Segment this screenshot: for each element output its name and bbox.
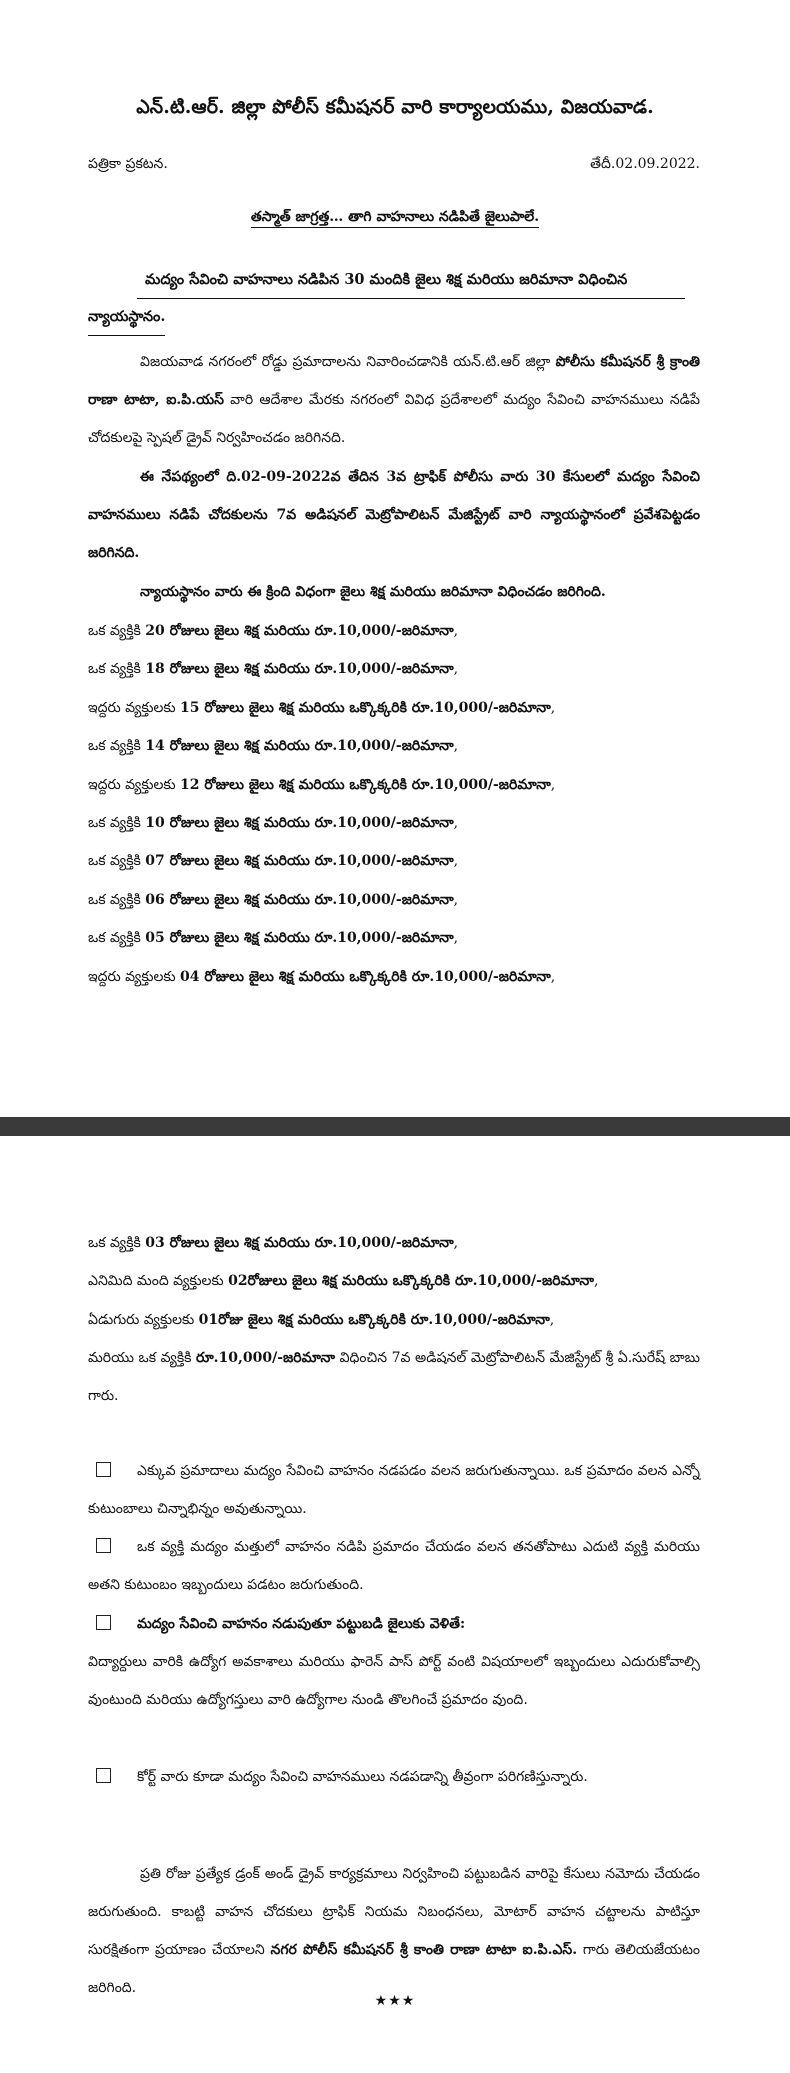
- office-title: ఎన్.టి.ఆర్. జిల్లా పోలీస్ కమీషనర్ వారి కార్యాలయము, విజయవాడ.: [136, 96, 654, 118]
- checkbox-icon[interactable]: [96, 1615, 111, 1630]
- paragraph-closing: [88, 1855, 700, 2007]
- paragraph-cases: [88, 458, 700, 572]
- list-item: ఇద్దరు వ్యక్తులకు 12 రోజులు జైలు శిక్ష మరియు ఒక్కొక్కరికి రూ.10,000/-జరిమానా,: [88, 776, 556, 793]
- subheading-line-2: న్యాయస్థానం.: [88, 299, 165, 336]
- checklist-text: ఒక వ్యక్తి మద్యం మత్తులో వాహనం నడిపి ప్రమాదం చేయడం వలన తనతోపాటు ఎదుటి వ్యక్తి మరియు అతని కుటుంబం ఇబ్బందులు పడటం జరుగుతుంది.: [88, 1539, 700, 1593]
- list-item: ఎనిమిది మంది వ్యక్తులకు 02రోజులు జైలు శిక్ష మరియు ఒక్కొక్కరికి రూ.10,000/-జరిమానా,: [88, 1273, 599, 1290]
- cases-text: ఈ నేపథ్యంలో ది.02-09-2022వ తేదిన 3వ ట్రాఫిక్ పోలీసు వారు 30 కేసులలో మద్యం సేవించి వాహనములు నడిపే చోదకులను 7వ అడిషనల్ మెట్రోపాలిటన్ మేజిస్ట్రేట్ వారి న్యాయస్థానంలో ప్రవేశపెట్టడం జరిగినది.: [88, 469, 700, 561]
- checklist-item-3: [88, 1605, 700, 1719]
- release-date: తేదీ.02.09.2022.: [590, 156, 700, 172]
- checklist-extra-text: విద్యార్దులు వారికి ఉద్యోగ అవకాశాలు మరియు ఫారెన్ పాస్ పోర్ట్ వంటి విషయాలలో ఇబ్బందులు ఎదురుకోవాల్సి వుంటుంది మరియు ఉద్యోగస్తులు వారి ఉద్యోగాల నుండి తొలగించే ప్రమాదం వుంది.: [88, 1654, 700, 1708]
- subheading-line-1: మద్యం సేవించి వాహనాలు నడిపిన 30 మందికి జైలు శిక్ష మరియు జరిమానా విధించిన: [137, 262, 685, 299]
- list-item: ఒక వ్యక్తికి 07 రోజులు జైలు శిక్ష మరియు రూ.10,000/-జరిమానా,: [88, 853, 459, 870]
- paragraph-court: [88, 573, 700, 611]
- checkbox-icon[interactable]: [96, 1538, 111, 1553]
- list-item: ఇద్దరు వ్యక్తులకు 04 రోజులు జైలు శిక్ష మరియు ఒక్కొక్కరికి రూ.10,000/-జరిమానా,: [88, 968, 556, 985]
- checklist-item-4: [88, 1758, 700, 1796]
- magistrate-text-a: మరియు ఒక వ్యక్తికి: [88, 1350, 197, 1366]
- checklist-item-2: [88, 1528, 700, 1604]
- paragraph-magistrate: [88, 1339, 700, 1415]
- checkbox-icon[interactable]: [96, 1462, 111, 1477]
- intro-text-a: విజయవాడ నగరంలో రోడ్డు ప్రమాదాలను నివారించడానికి యన్.టి.ఆర్ జిల్లా: [140, 354, 556, 370]
- closing-text-c: గారు తెలియజేయటం జరిగింది.: [88, 1942, 700, 1996]
- checklist-text: కోర్ట్ వారు కూడా మద్యం సేవించి వాహనములు నడపడాన్ని తీవ్రంగా పరిగణిస్తున్నారు.: [137, 1769, 588, 1785]
- headline-text: తస్మాత్ జాగ్రత్త… తాగి వాహనాలు నడిపితే జైలుపాలే.: [251, 209, 539, 228]
- list-item: ఒక వ్యక్తికి 06 రోజులు జైలు శిక్ష మరియు రూ.10,000/-జరిమానా,: [88, 891, 459, 908]
- intro-text-c: వారి ఆదేశాల మేరకు నగరంలో వివిధ ప్రదేశాలలో మద్యం సేవించి వాహనములు నడిపే చోదకులపై స్పెషల్ డ్రైవ్ నిర్వహించడం జరిగినది.: [88, 392, 700, 446]
- list-item: ఇద్దరు వ్యక్తులకు 15 రోజులు జైలు శిక్ష మరియు ఒక్కొక్కరికి రూ.10,000/-జరిమానా,: [88, 699, 556, 716]
- closing-commissioner-name: నగర పోలీస్ కమీషనర్ శ్రీ కాంతి రాణా టాటా ఐ.పి.ఎస్.: [270, 1942, 578, 1958]
- checklist-text: ఎక్కువ ప్రమాదాలు మద్యం సేవించి వాహనం నడపడం వలన జరుగుతున్నాయి. ఒక ప్రమాదం వలన ఎన్నో కుటుంబాలు చిన్నాభిన్నం అవుతున్నాయి.: [88, 1463, 700, 1517]
- list-item: ఒక వ్యక్తికి 03 రోజులు జైలు శిక్ష మరియు రూ.10,000/-జరిమానా,: [88, 1235, 459, 1251]
- list-item: ఒక వ్యక్తికి 18 రోజులు జైలు శిక్ష మరియు రూ.10,000/-జరిమానా,: [88, 661, 459, 678]
- list-item: ఒక వ్యక్తికి 10 రోజులు జైలు శిక్ష మరియు రూ.10,000/-జరిమానా,: [88, 814, 459, 831]
- checklist-text: మద్యం సేవించి వాహనం నడుపుతూ పట్టుబడి జైలుకు వెళితే:: [137, 1616, 466, 1632]
- checkbox-icon[interactable]: [96, 1768, 111, 1783]
- magistrate-text-c: విధించిన 7వ అడిషనల్ మెట్రోపాలిటన్ మేజిస్ట్రేట్ శ్రీ ఏ.సురేష్ బాబు గారు.: [88, 1350, 701, 1404]
- press-release-label: పత్రికా ప్రకటన.: [88, 156, 168, 172]
- subheading: [88, 262, 677, 336]
- court-text: న్యాయస్థానం వారు ఈ క్రింది విధంగా జైలు శిక్ష మరియు జరిమానా విధించడం జరిగింది.: [140, 584, 606, 600]
- checklist-item-1: [88, 1452, 700, 1528]
- headline: [0, 209, 790, 228]
- list-item: ఒక వ్యక్తికి 14 రోజులు జైలు శిక్ష మరియు రూ.10,000/-జరిమానా,: [88, 738, 459, 755]
- list-item: ఒక వ్యక్తికి 20 రోజులు జైలు శిక్ష మరియు రూ.10,000/-జరిమానా,: [88, 623, 459, 639]
- sentence-list-page-1: [88, 612, 700, 996]
- sentence-list-page-2: [88, 1224, 700, 1339]
- page-divider: [0, 1117, 790, 1136]
- closing-text-a: ప్రతి రోజు ప్రత్యేక డ్రంక్ అండ్ డ్రైవ్ కార్యక్రమాలు నిర్వహించి పట్టుబడిన వారిపై కేసులు నమోదు చేయడం జరుగుతుంది. కాబట్టి వాహన చోదకులు ట్రాఫిక్ నియమ నిబంధనలు, మోటార్ వాహన చట్టాలను పాటిస్తూ సురక్షితంగా ప్రయాణం చేయాలని: [88, 1866, 700, 1958]
- paragraph-intro: [88, 343, 700, 457]
- list-item: ఒక వ్యక్తికి 05 రోజులు జైలు శిక్ష మరియు రూ.10,000/-జరిమానా,: [88, 930, 459, 947]
- end-stars: ★★★: [374, 1993, 416, 2009]
- commissioner-name: పోలీసు కమీషనర్ శ్రీ క్రాంతి రాణా టాటా, ఐ.పి.యస్: [88, 354, 700, 408]
- fine-amount: రూ.10,000/-జరిమానా: [196, 1350, 336, 1366]
- list-item: ఏడుగురు వ్యక్తులకు 01రోజు జైలు శిక్ష మరియు ఒక్కొక్కరికి రూ.10,000/-జరిమానా,: [88, 1311, 555, 1328]
